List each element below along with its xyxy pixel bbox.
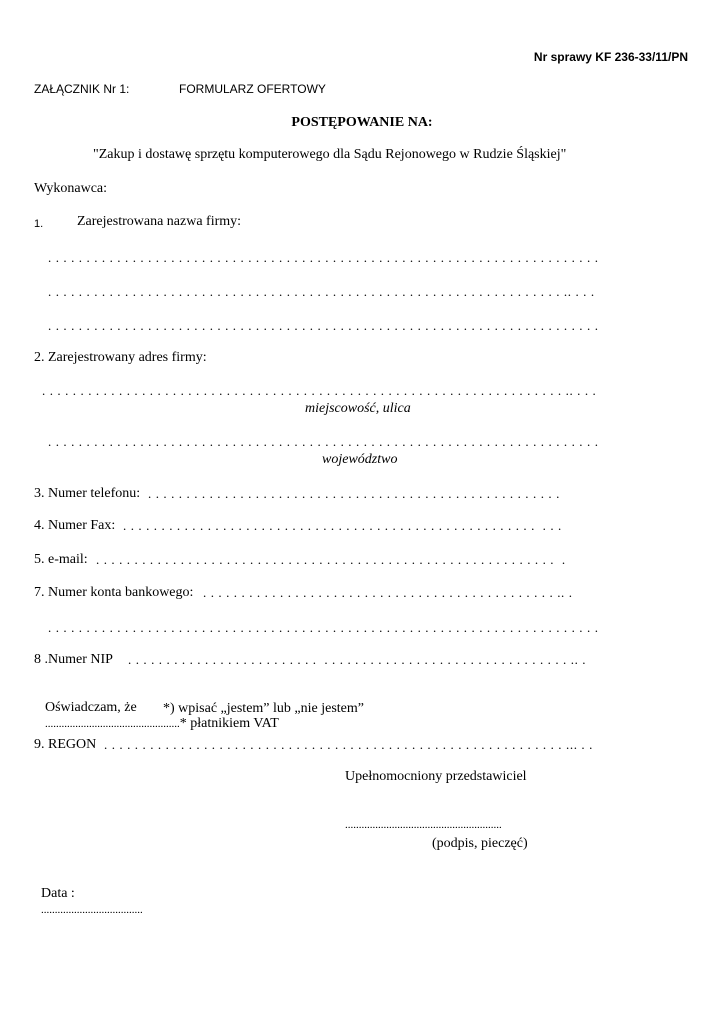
- email-label: 5. e-mail:: [34, 552, 88, 567]
- signature-label: Upełnomocniony przedstawiciel: [345, 769, 527, 784]
- vat-suffix: * płatnikiem VAT: [179, 716, 279, 731]
- phone-label: 3. Numer telefonu:: [34, 486, 141, 501]
- address-caption-city: miejscowość, ulica: [305, 401, 411, 416]
- vat-prefix: Oświadczam, że: [45, 700, 137, 715]
- bank-account-line-2[interactable]: . . . . . . . . . . . . . . . . . . . . . . . . . . . . . . . . . . . . . . . . . . . . . . . . . . . . . . . . . . . . . . . . . . . . . . . .: [48, 620, 599, 635]
- case-number: Nr sprawy KF 236-33/11/PN: [533, 50, 688, 64]
- regon-field[interactable]: . . . . . . . . . . . . . . . . . . . . . . . . . . . . . . . . . . . . . . . . . . . . . . . . . . . . . . . . . . . . ... . .: [104, 737, 593, 752]
- attachment-label: ZAŁĄCZNIK Nr 1:: [34, 82, 130, 96]
- date-label: Data :: [41, 886, 75, 901]
- bank-account-label: 7. Numer konta bankowego:: [34, 585, 194, 600]
- date-field[interactable]: .....................................: [41, 904, 143, 916]
- fax-label: 4. Numer Fax:: [34, 518, 116, 533]
- fax-field[interactable]: . . . . . . . . . . . . . . . . . . . . . . . . . . . . . . . . . . . . . . . . . . . . . . . . . . . . . . . . .: [123, 518, 562, 533]
- address-label: 2. Zarejestrowany adres firmy:: [34, 350, 207, 365]
- field-1-number: 1.: [34, 218, 44, 230]
- procedure-heading: POSTĘPOWANIE NA:: [291, 115, 433, 130]
- date-row: [34, 870, 143, 918]
- address-caption-voivodeship: województwo: [322, 452, 398, 467]
- company-name-line-1[interactable]: . . . . . . . . . . . . . . . . . . . . . . . . . . . . . . . . . . . . . . . . . . . . . . . . . . . . . . . . . . . . . . . . . . . . . . . .: [48, 250, 599, 265]
- company-name-line-3[interactable]: . . . . . . . . . . . . . . . . . . . . . . . . . . . . . . . . . . . . . . . . . . . . . . . . . . . . . . . . . . . . . . . . . . . . . . . .: [48, 318, 599, 333]
- form-title: FORMULARZ OFERTOWY: [179, 82, 326, 96]
- address-line-2[interactable]: . . . . . . . . . . . . . . . . . . . . . . . . . . . . . . . . . . . . . . . . . . . . . . . . . . . . . . . . . . . . . . . . . . . . . . . .: [48, 434, 599, 449]
- address-line-1[interactable]: . . . . . . . . . . . . . . . . . . . . . . . . . . . . . . . . . . . . . . . . . . . . . . . . . . . . . . . . . . . . . . . . . . . . .. . . .: [42, 383, 597, 398]
- nip-label: 8 .Numer NIP: [34, 652, 113, 667]
- nip-field[interactable]: . . . . . . . . . . . . . . . . . . . . . . . . . . . . . . . . . . . . . . . . . . . . . . . . . . . . . . . . . .. .: [128, 652, 587, 667]
- regon-label: 9. REGON: [34, 737, 97, 752]
- vat-status-field[interactable]: .................................................: [45, 718, 180, 730]
- signature-field[interactable]: .........................................................: [345, 819, 502, 831]
- email-field[interactable]: . . . . . . . . . . . . . . . . . . . . . . . . . . . . . . . . . . . . . . . . . . . . . . . . . . . . . . . . . . . . .: [96, 552, 566, 567]
- company-name-line-2[interactable]: . . . . . . . . . . . . . . . . . . . . . . . . . . . . . . . . . . . . . . . . . . . . . . . . . . . . . . . . . . . . . . . . . . . .. . . .: [48, 284, 595, 299]
- bank-account-field[interactable]: . . . . . . . . . . . . . . . . . . . . . . . . . . . . . . . . . . . . . . . . . . . . . . .. .: [203, 585, 573, 600]
- company-name-label: Zarejestrowana nazwa firmy:: [77, 214, 242, 229]
- contractor-label: Wykonawca:: [34, 181, 108, 196]
- signature-caption: (podpis, pieczęć): [432, 836, 528, 851]
- vat-note: *) wpisać „jestem” lub „nie jestem”: [163, 701, 364, 716]
- procedure-subject: "Zakup i dostawę sprzętu komputerowego dla Sądu Rejonowego w Rudzie Śląskiej": [93, 147, 567, 162]
- phone-field[interactable]: . . . . . . . . . . . . . . . . . . . . . . . . . . . . . . . . . . . . . . . . . . . . . . . . . . . . . .: [148, 486, 560, 501]
